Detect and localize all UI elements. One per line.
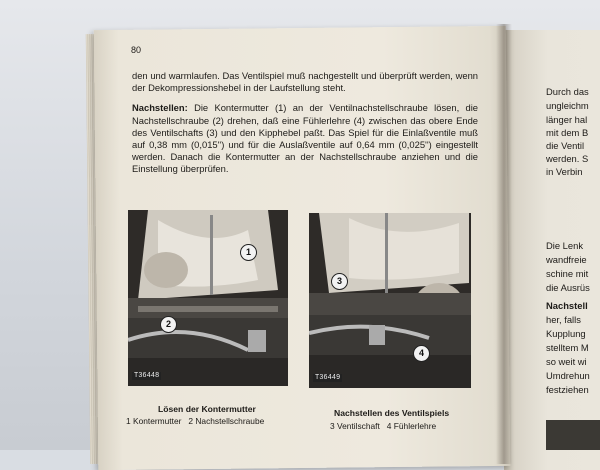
paragraph-adjust <box>132 102 478 175</box>
caption-sub-1: 1 Kontermutter 2 Nachstellschraube <box>126 416 265 426</box>
paragraph-intro: den und warmlaufen. Das Ventilspiel muß nachgestellt und überprüft werden, wenn der Dekompressionshebel in der Laufstellung steht. <box>132 70 478 94</box>
page-number: 80 <box>131 45 142 55</box>
right-line: werden. S <box>546 153 589 164</box>
callout-2: 2 <box>160 316 177 333</box>
right-heading: Nachstell <box>546 300 588 311</box>
caption-title-1: Lösen der Kontermutter <box>158 404 256 414</box>
right-line: länger hal <box>546 114 588 125</box>
right-line: wandfreie <box>546 254 587 265</box>
photo-code: T36448 <box>134 372 160 380</box>
right-line: die Ventil <box>546 140 585 151</box>
right-line: stelltem M <box>546 342 589 353</box>
figure-photo-loosen-locknut <box>128 210 288 386</box>
caption-title-2: Nachstellen des Ventilspiels <box>334 408 450 418</box>
right-line: so weit wi <box>546 356 587 367</box>
right-line: schine mit <box>546 268 589 279</box>
paragraph-heading: Nachstellen: <box>132 102 188 114</box>
right-line: Umdrehun <box>546 370 590 381</box>
body-text <box>132 70 478 184</box>
photo-code: T36449 <box>315 374 341 382</box>
callout-4: 4 <box>413 345 430 362</box>
right-line: Kupplung <box>546 328 586 339</box>
right-line: mit dem B <box>546 127 589 138</box>
right-line: die Ausrüs <box>546 282 590 293</box>
callout-1: 1 <box>240 244 257 261</box>
figure-photo-adjust-clearance <box>309 213 471 388</box>
right-line: Durch das <box>546 86 589 97</box>
caption-sub-2: 3 Ventilschaft 4 Fühlerlehre <box>330 421 437 431</box>
right-line: festziehen <box>546 384 589 395</box>
right-page-dark-figure <box>546 420 600 450</box>
right-line: ungleichm <box>546 100 589 111</box>
right-line: Die Lenk <box>546 240 584 251</box>
callout-3: 3 <box>331 273 348 290</box>
right-line: her, falls <box>546 314 581 325</box>
paragraph-adjust-text: Die Kontermutter (1) an der Ventilnachstellschraube lösen, die Nachstellschraube (2) drehen, daß eine Fühlerlehre (4) zwischen das obere Ende des Ventilschafts (3) und den Kipphebel paßt. Das Spiel für die Einlaßventile muß auf 0,38 mm (0,015'') und für die Auslaßventile auf 0,64 mm (0,025'') eingestellt werden. Danach die Kontermutter an der Nachstellschraube anziehen und die Einstellung überprüfen. <box>132 102 478 175</box>
right-line: in Verbin <box>546 166 583 177</box>
book-gutter <box>496 24 512 464</box>
